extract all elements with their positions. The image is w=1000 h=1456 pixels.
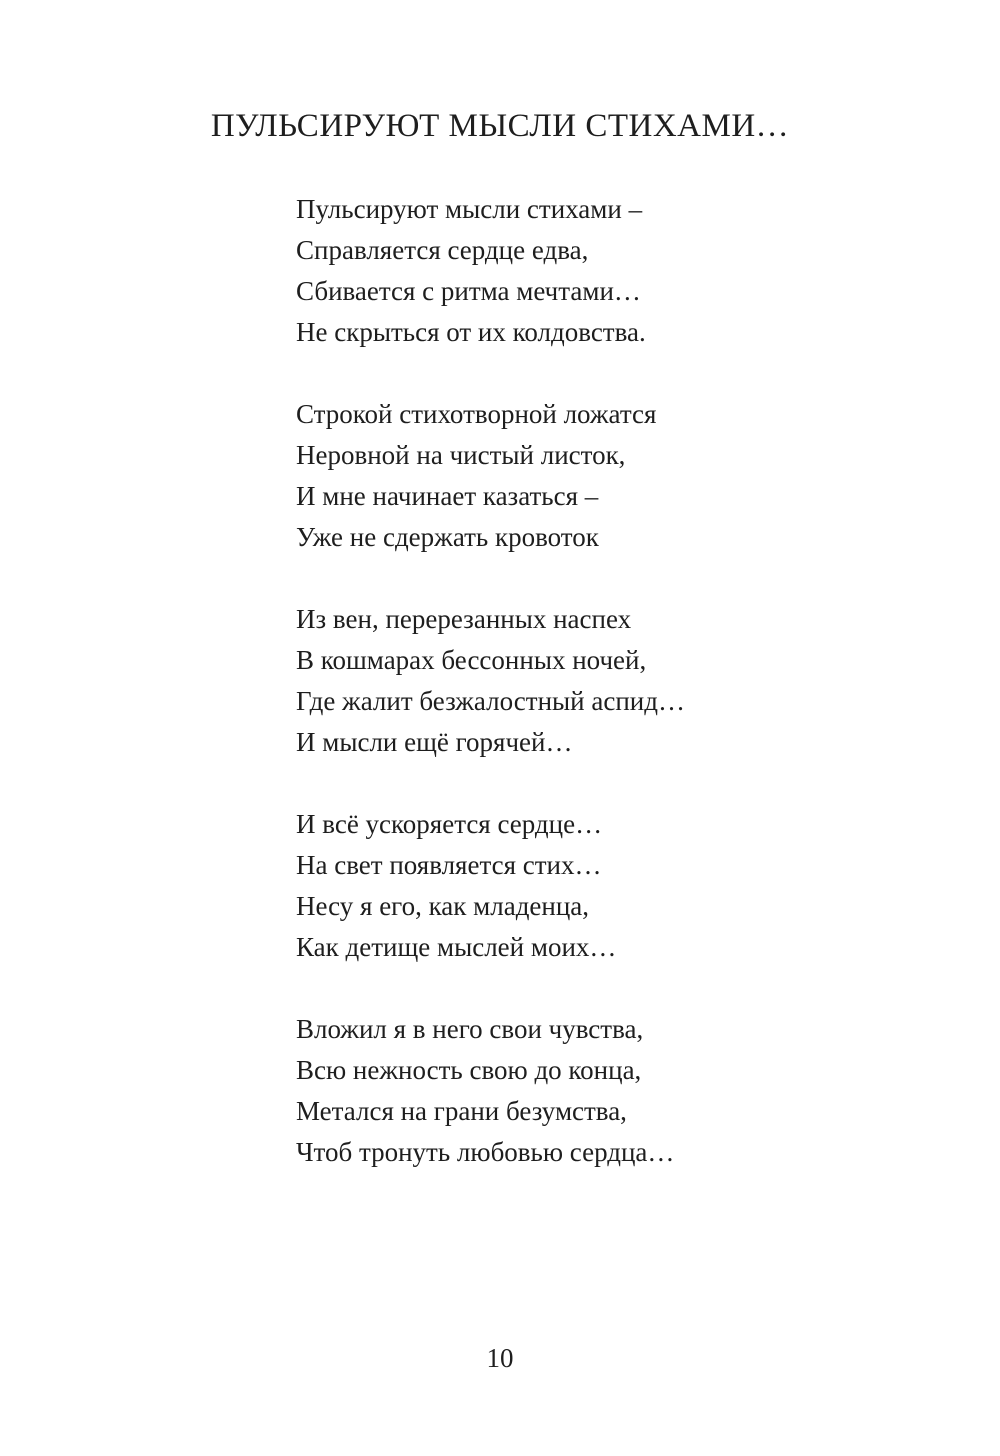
- poem-title: ПУЛЬСИРУЮТ МЫСЛИ СТИХАМИ…: [210, 108, 790, 144]
- page-number: 10: [486, 1343, 514, 1373]
- poem-line: Как детище мыслей моих…: [296, 932, 617, 962]
- poem-line: Из вен, перерезанных наспех: [296, 604, 632, 634]
- poem-line: И мне начинает казаться –: [296, 481, 599, 511]
- poem-line: Сбивается с ритма мечтами…: [296, 276, 641, 306]
- poem-line: Где жалит безжалостный аспид…: [296, 686, 685, 716]
- stanza: [296, 394, 936, 558]
- poem-line: Справляется сердце едва,: [296, 235, 589, 265]
- poem-line: Уже не сдержать кровоток: [296, 522, 599, 552]
- poem-line: Метался на грани безумства,: [296, 1096, 627, 1126]
- poem-line: Всю нежность свою до конца,: [296, 1055, 642, 1085]
- poem-line: Чтоб тронуть любовью сердца…: [296, 1137, 675, 1167]
- poem-line: На свет появляется стих…: [296, 850, 602, 880]
- poem-line: И мысли ещё горячей…: [296, 727, 573, 757]
- poem-line: Вложил я в него свои чувства,: [296, 1014, 644, 1044]
- poem-line: В кошмарах бессонных ночей,: [296, 645, 647, 675]
- poem-line: Неровной на чистый листок,: [296, 440, 626, 470]
- poem-line: И всё ускоряется сердце…: [296, 809, 603, 839]
- poem-body: [296, 189, 936, 1214]
- poem-line: Строкой стихотворной ложатся: [296, 399, 657, 429]
- stanza: [296, 599, 936, 763]
- poem-line: Пульсируют мысли стихами –: [296, 194, 643, 224]
- stanza: [296, 804, 936, 968]
- stanza: [296, 1009, 936, 1173]
- poem-line: Несу я его, как младенца,: [296, 891, 590, 921]
- stanza: [296, 189, 936, 353]
- poem-line: Не скрыться от их колдовства.: [296, 317, 646, 347]
